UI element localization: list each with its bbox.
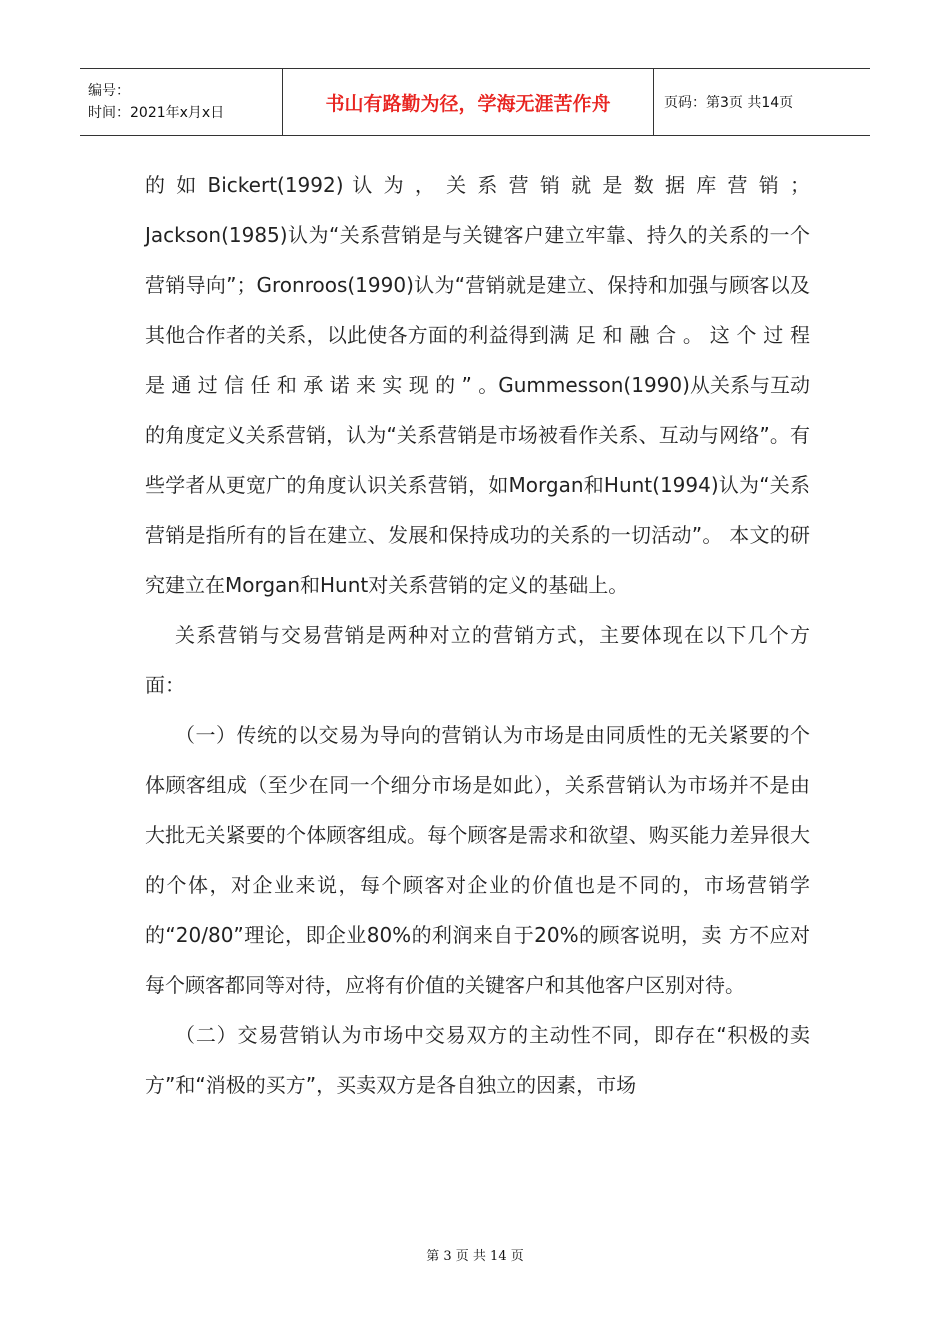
- header-motto: 书山有路勤为径，学海无涯苦作舟: [325, 92, 611, 115]
- header-motto-cell: [282, 69, 654, 135]
- body-paragraph: （二）交易营销认为市场中交易双方的主动性不同，即存在“积极的卖方”和“消极的买方”，买卖双方是各自独立的因素，市场: [145, 1023, 810, 1097]
- header-page-cell: [654, 69, 870, 135]
- page-footer: 第 3 页 共 14 页: [426, 1249, 524, 1264]
- body-paragraph: （一）传统的以交易为导向的营销认为市场是由同质性的无关紧要的个体顾客组成（至少在同一个细分市场是如此），关系营销认为市场并不是由大批无关紧要的个体顾客组成。每个顾客是需求和欲望、购买能力差异很大的个体，对企业来说，每个顾客对企业的价值也是不同的，市场营销学的“20/80”理论，即企业80%的利润来自于20%的顾客说明，卖 方不应对每个顾客都同等对待，应将有价值的关键客户和其他客户区别对待。: [145, 723, 810, 997]
- document-header: [80, 68, 870, 136]
- body-paragraph: 的 如 Bickert(1992) 认 为 ， 关 系 营 销 就 是 数 据 库 营 销 ；Jackson(1985)认为“关系营销是与关键客户建立牢靠、持久的关系的一个营销导向”；Gronroos(1990)认为“营销就是建立、保持和加强与顾客以及其他合作者的关系，以此使各方面的利益得到满 足 和 融 合 。 这 个 过 程 是 通 过 信 任 和 承 诺 来 实 现 的 ” 。Gummesson(1990)从关系与互动的角度定义关系营销，认为“关系营销是市场被看作关系、互动与网络”。有些学者从更宽广的角度认识关系营销，如Morgan和Hunt(1994)认为“关系营销是指所有的旨在建立、发展和保持成功的关系的一切活动”。 本文的研究建立在Morgan和Hunt对关系营销的定义的基础上。: [145, 173, 810, 597]
- header-page-label: 页码：第3页 共14页: [664, 95, 794, 111]
- header-meta: [80, 69, 282, 135]
- date-label: 时间：2021年x月x日: [88, 105, 225, 121]
- code-label: 编号：: [88, 83, 130, 99]
- body-paragraph: 关系营销与交易营销是两种对立的营销方式，主要体现在以下几个方面：: [145, 623, 810, 697]
- document-body: [145, 160, 810, 1110]
